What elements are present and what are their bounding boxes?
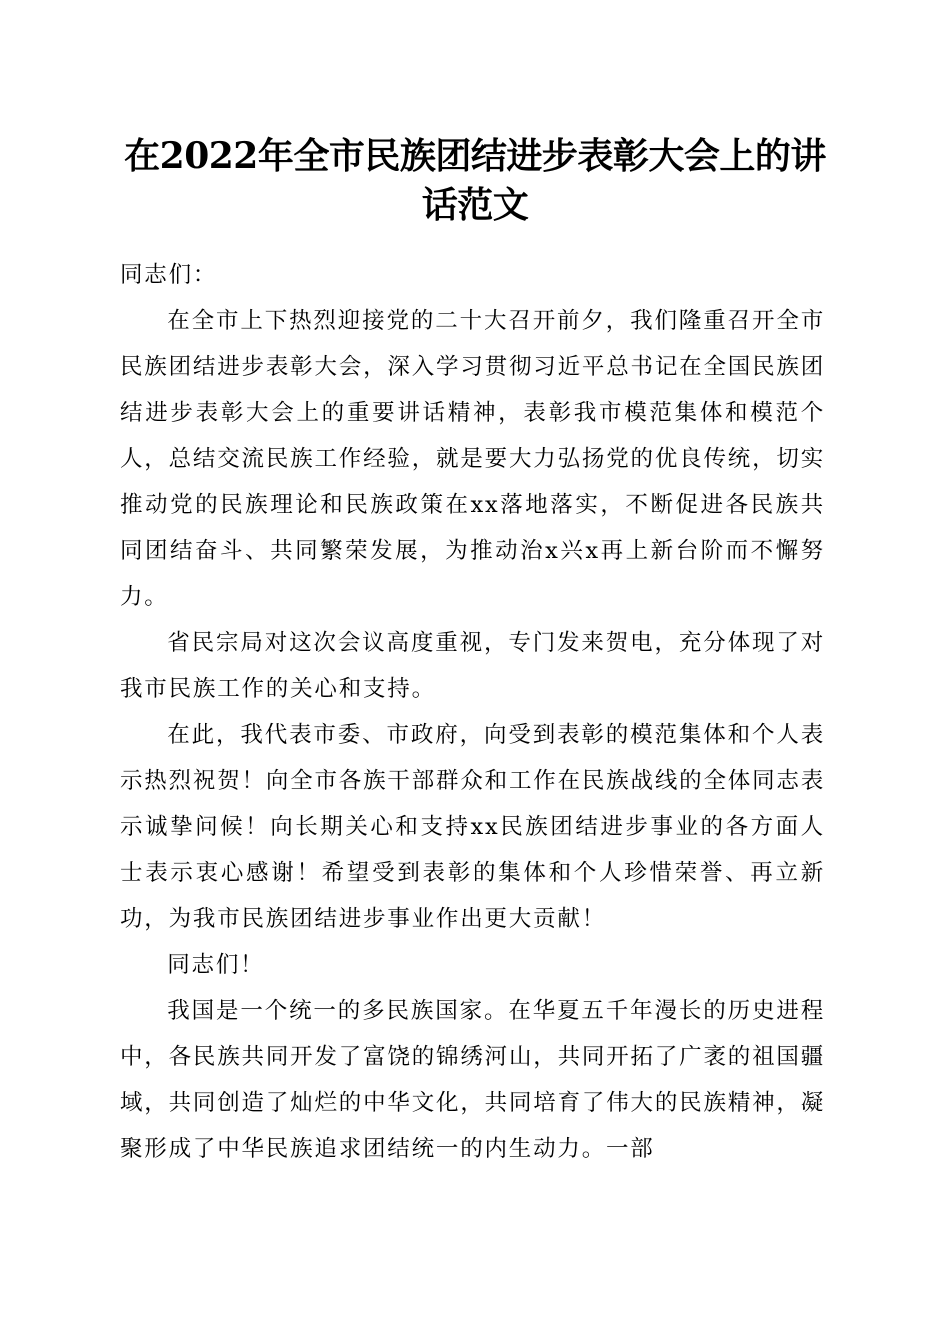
document-title (120, 132, 830, 230)
paragraph-1: 在全市上下热烈迎接党的二十大召开前夕，我们隆重召开全市民族团结进步表彰大会，深入学习贯彻习近平总书记在全国民族团结进步表彰大会上的重要讲话精神，表彰我市模范集体和模范个人，总结交流民族工作经验，就是要大力弘扬党的优良传统，切实推动党的民族理论和民族政策在xx落地落实，不断促进各民族共同团结奋斗、共同繁荣发展，为推动治x兴x再上新台阶而不懈努力。 (120, 308, 825, 610)
title-line-2: 话范文 (421, 184, 529, 226)
document-body (120, 252, 825, 1172)
salutation: 同志们： (120, 262, 218, 288)
paragraph-3: 在此，我代表市委、市政府，向受到表彰的模范集体和个人表示热烈祝贺！向全市各族干部群众和工作在民族战线的全体同志表示诚挚问候！向长期关心和支持xx民族团结进步事业的各方面人士表示衷心感谢！希望受到表彰的集体和个人珍惜荣誉、再立新功，为我市民族团结进步事业作出更大贡献！ (120, 722, 825, 932)
title-line-1: 在2022年全市民族团结进步表彰大会上的讲 (124, 135, 826, 177)
paragraph-5: 我国是一个统一的多民族国家。在华夏五千年漫长的历史进程中，各民族共同开发了富饶的锦绣河山，共同开拓了广袤的祖国疆域，共同创造了灿烂的中华文化，共同培育了伟大的民族精神，凝聚形成了中华民族追求团结统一的内生动力。一部 (120, 998, 825, 1162)
paragraph-4: 同志们！ (167, 952, 265, 978)
paragraph-2: 省民宗局对这次会议高度重视，专门发来贺电，充分体现了对我市民族工作的关心和支持。 (120, 630, 825, 702)
